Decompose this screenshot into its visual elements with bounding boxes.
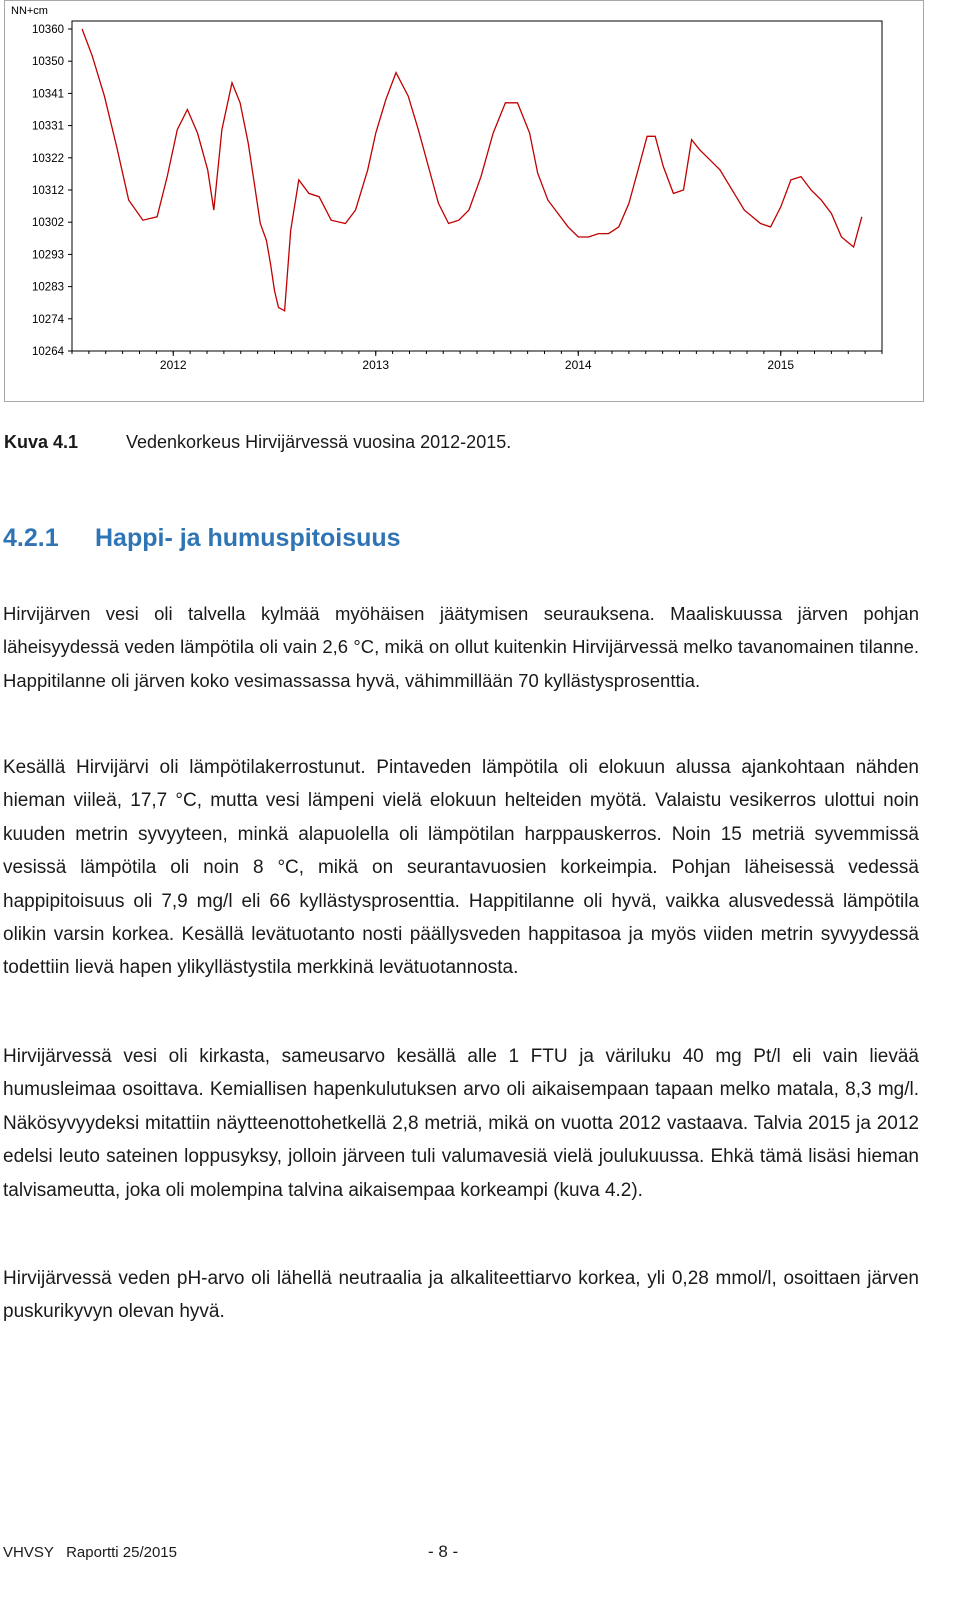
- section-title: Happi- ja humuspitoisuus: [95, 524, 401, 552]
- x-tick-label: 2015: [767, 358, 795, 372]
- water-level-chart: [4, 0, 924, 402]
- y-tick-label: 10264: [32, 346, 64, 358]
- figure-caption: [4, 432, 511, 453]
- water-level-line: [82, 29, 862, 311]
- paragraph: Hirvijärvessä veden pH-arvo oli lähellä neutraalia ja alkaliteettiarvo korkea, yli 0,28 mmol/l, osoittaen järven puskurikyvyn olevan hyvä.: [3, 1268, 919, 1323]
- caption-text: Vedenkorkeus Hirvijärvessä vuosina 2012-2015.: [126, 432, 512, 452]
- y-tick-label: 10293: [32, 249, 64, 262]
- y-tick-label: 10312: [32, 185, 64, 197]
- section-number: 4.2.1: [3, 524, 59, 552]
- paragraph: Kesällä Hirvijärvi oli lämpötilakerrostunut. Pintaveden lämpötila oli elokuun alussa ajankohtaan nähden hieman viileä, 17,7 °C, mutta vesi lämpeni vielä elokuun helteiden myötä. Valaistu vesikerros ulottui noin kuuden metrin syvyyteen, minkä alapuolella oli lämpötilan harppauskerros. Noin 15 metriä syvemmissä vesissä lämpötila oli noin 8 °C, mikä on seurantavuosien korkeimpia. Pohjan läheisessä vedessä happipitoisuus oli 7,9 mg/l eli 66 kyllästysprosenttia. Happitilanne oli hyvä, vaikka alusvedessä lämpötila olikin varsin korkea. Kesällä levätuotanto nosti päällysveden happitasoa ja myös viiden metrin syvyydessä todettiin lievä hapen ylikyllästystila merkkinä levätuotannosta.: [3, 757, 919, 979]
- y-tick-label: 10331: [32, 120, 64, 133]
- y-tick-label: 10283: [32, 281, 64, 294]
- chart-svg: [5, 1, 923, 401]
- x-tick-label: 2012: [159, 358, 187, 372]
- footer-page-number: - 8 -: [428, 1542, 459, 1561]
- y-axis-label: NN+cm: [11, 5, 48, 17]
- paragraph: Hirvijärvessä vesi oli kirkasta, sameusarvo kesällä alle 1 FTU ja väriluku 40 mg Pt/l eli vain lievää humusleimaa osoittava. Kemiallisen hapenkulutuksen arvo oli aikaisempaan tapaan melko matala, 8,3 mg/l. Näkösyvyydeksi mitattiin näytteenottohetkellä 2,8 metriä, mikä on vuotta 2012 vastaava. Talvia 2015 ja 2012 edelsi leuto sateinen loppusyksy, jolloin järveen tuli valumavesiä vielä joulukuussa. Ehkä tämä lisäsi hieman talvisameutta, joka oli molempina talvina aikaisempaa korkeampi (kuva 4.2).: [3, 1046, 919, 1201]
- x-ticks: [72, 351, 882, 372]
- section-heading: [3, 524, 401, 553]
- caption-label: Kuva 4.1: [4, 432, 79, 452]
- x-tick-label: 2013: [362, 358, 390, 372]
- footer-report: VHVSY Raportti 25/2015: [3, 1544, 177, 1561]
- y-tick-label: 10322: [32, 152, 64, 165]
- y-tick-label: 10341: [32, 88, 64, 101]
- x-tick-label: 2014: [564, 358, 592, 372]
- paragraph: Hirvijärven vesi oli talvella kylmää myöhäisen jäätymisen seurauksena. Maaliskuussa järven pohjan läheisyydessä veden lämpötila oli vain 2,6 °C, mikä on ollut kuitenkin Hirvijärvessä melko tavanomainen tilanne. Happitilanne oli järven koko vesimassassa hyvä, vähimmillään 70 kyllästysprosenttia.: [3, 603, 919, 691]
- y-ticks: [32, 24, 72, 358]
- y-tick-label: 10350: [32, 56, 64, 69]
- y-tick-label: 10302: [32, 217, 64, 230]
- y-tick-label: 10274: [32, 313, 64, 326]
- y-tick-label: 10360: [32, 24, 64, 36]
